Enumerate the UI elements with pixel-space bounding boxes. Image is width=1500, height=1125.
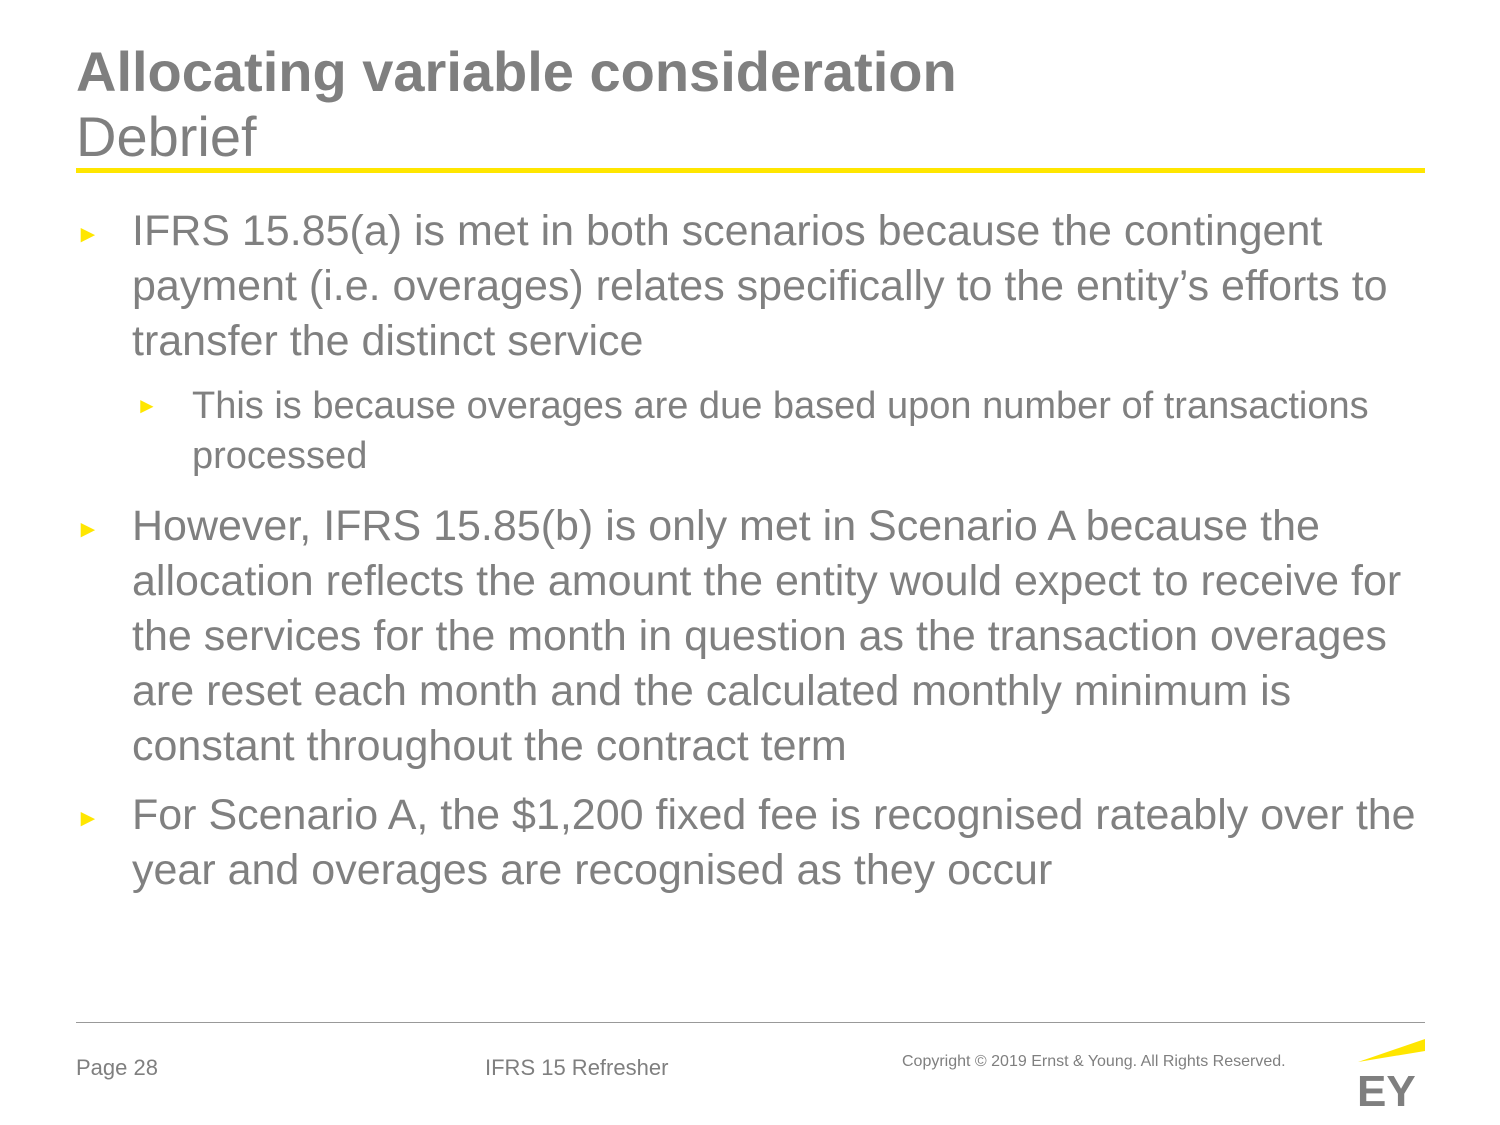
bullet-item xyxy=(76,499,1436,774)
bullet-item xyxy=(76,788,1436,898)
deck-title: IFRS 15 Refresher xyxy=(485,1055,669,1080)
title-divider xyxy=(76,168,1425,173)
bullet-text: IFRS 15.85(a) is met in both scenarios because the contingent payment (i.e. overages) relates specifically to the entity’s efforts to transfer the distinct service xyxy=(132,207,1388,365)
bullet-arrow-icon: ► xyxy=(76,516,100,543)
slide-subtitle: Debrief xyxy=(76,105,257,168)
bullet-text: For Scenario A, the $1,200 fixed fee is recognised rateably over the year and overages are recognised as they occur xyxy=(132,791,1416,894)
logo-text: EY xyxy=(1357,1067,1416,1108)
bullet-list xyxy=(76,204,1436,912)
bullet-item xyxy=(76,204,1436,369)
sub-bullet-text: This is because overages are due based upon number of transactions processed xyxy=(192,385,1369,477)
ey-logo-icon xyxy=(1355,1036,1427,1108)
bullet-arrow-icon: ► xyxy=(76,805,100,832)
bullet-arrow-icon: ► xyxy=(136,393,158,418)
sub-bullet-item xyxy=(136,381,1436,481)
slide-title: Allocating variable consideration xyxy=(76,40,957,103)
footer-divider xyxy=(76,1022,1425,1023)
bullet-arrow-icon: ► xyxy=(76,221,100,248)
bullet-text: However, IFRS 15.85(b) is only met in Scenario A because the allocation reflects the amount the entity would expect to receive for the services for the month in question as the transaction overages are reset each month and the calculated monthly minimum is constant throughout the contract term xyxy=(132,502,1402,770)
copyright-notice: Copyright © 2019 Ernst & Young. All Rights Reserved. xyxy=(902,1053,1286,1070)
page-number: Page 28 xyxy=(76,1055,158,1080)
